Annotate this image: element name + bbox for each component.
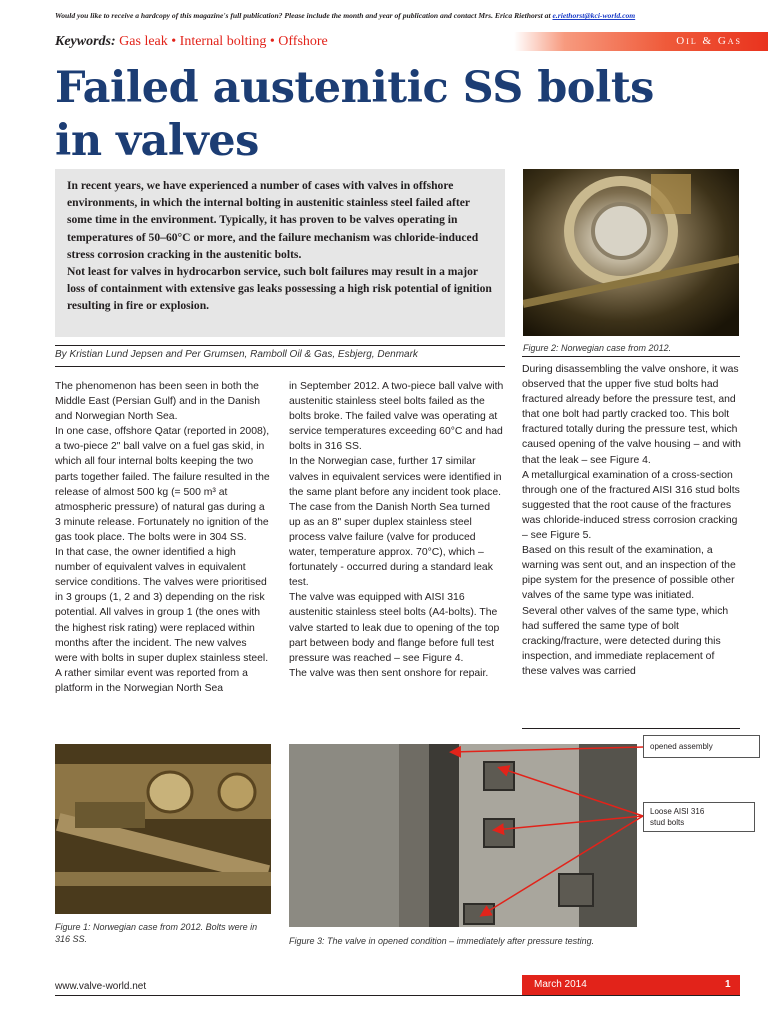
col2-paragraph: in September 2012. A two-piece ball valve with austenitic stainless steel bolts failed as the bolts broke. The failed valve was operating at service temperatures exceeding 60°C and had bolts in 316 SS. bbox=[289, 381, 504, 453]
title-line-1: Failed austenitic SS bolts bbox=[55, 63, 654, 113]
intro-paragraph-2: Not least for valves in hydrocarbon service, such bolt failures may result in a major loss of containment with extensive gas leaks possessing a high risk potential of ignition resulting in fire or explosion. bbox=[67, 265, 492, 313]
col3-paragraph: Several other valves of the same type, which had suffered the same type of bolt cracking/fracture, were detected during this inspection, and immediate replacement of these valves was carried bbox=[522, 605, 729, 677]
byline: By Kristian Lund Jepsen and Per Grumsen, Ramboll Oil & Gas, Esbjerg, Denmark bbox=[55, 349, 418, 360]
figure-3-caption: Figure 3: The valve in opened condition – immediately after pressure testing. bbox=[289, 936, 595, 946]
hardcopy-note-text: Would you like to receive a hardcopy of this magazine's full publication? Please include the month and year of publication and contact Mrs. Erica Riethorst at bbox=[55, 11, 553, 20]
column-3-end-rule bbox=[522, 728, 740, 729]
figure-1-photo bbox=[55, 744, 271, 914]
col2-paragraph: The case from the Danish North Sea turned up as an 8" super duplex stainless steel process valve failure (valve for produced water, temperature approx. 70°C), which – fortunately - occurred during a standard leak test. bbox=[289, 501, 493, 589]
byline-top-rule bbox=[55, 345, 505, 346]
figure-1-illustration bbox=[55, 744, 271, 914]
callout-loose-bolts bbox=[643, 802, 755, 832]
keywords-line bbox=[55, 34, 328, 50]
figure-1-caption: Figure 1: Norwegian case from 2012. Bolts were in 316 SS. bbox=[55, 922, 258, 944]
figure-2-caption: Figure 2: Norwegian case from 2012. bbox=[523, 343, 672, 353]
intro-box bbox=[55, 169, 505, 337]
section-banner bbox=[514, 32, 768, 51]
title-line-2: in valves bbox=[55, 116, 259, 166]
col2-paragraph: The valve was equipped with AISI 316 austenitic stainless steel bolts (A4-bolts). The valve started to leak due to opening of the top part between body and flange before full test pressure was reached – see Figure 4. bbox=[289, 592, 500, 664]
figure-3-illustration bbox=[289, 744, 637, 927]
col1-paragraph: In that case, the owner identified a high number of equivalent valves in equivalent service conditions. The valves were prioritised in 3 groups (1, 2 and 3) depending on the risk potential. All valves in group 1 (the ones with the highest risk rating) were replaced within months after the incident. The new valves were with bolts in super duplex stainless steel. bbox=[55, 547, 269, 664]
col1-paragraph: In one case, offshore Qatar (reported in 2008), a two-piece 2" ball valve on a fuel gas skid, in which all four internal bolts keeping the two parts together failed. The failure resulted in the release of almost 500 kg (= 500 m³ at atmospheric pressure) of natural gas during a 3 minute release. Fortunately no ignition of the gas took place. The bolts were in 304 SS. bbox=[55, 426, 270, 543]
footer-rule bbox=[55, 995, 740, 996]
page-number: 1 bbox=[725, 979, 731, 990]
section-label: Oil & Gas bbox=[676, 35, 742, 47]
keywords-colon: : bbox=[111, 34, 120, 49]
byline-bottom-rule bbox=[55, 366, 505, 367]
callout-opened-assembly: opened assembly bbox=[643, 735, 760, 758]
figure-3-photo bbox=[289, 744, 637, 927]
footer-date: March 2014 bbox=[534, 979, 587, 990]
footer-website[interactable]: www.valve-world.net bbox=[55, 981, 147, 992]
body-column-3 bbox=[522, 362, 742, 679]
col1-paragraph: The phenomenon has been seen in both the Middle East (Persian Gulf) and in the Danish and Norwegian North Sea. bbox=[55, 381, 261, 423]
intro-paragraph-1: In recent years, we have experienced a number of cases with valves in offshore environments, in which the internal bolting in austenitic stainless steel failed after some time in the environment. Typically, it has proven to be valves operating in temperatures of 50–60°C or more, and the failure mechanism was chloride-induced stress corrosion cracking in the austenitic bolts. bbox=[67, 179, 479, 261]
figure-2-rule bbox=[522, 356, 740, 357]
col3-paragraph: A metallurgical examination of a cross-section through one of the fractured AISI 316 stud bolts suggested that the root cause of the fractures was chloride-induced stress corrosion cracking – see Figure 5. bbox=[522, 469, 740, 542]
figure-2-photo bbox=[523, 169, 739, 336]
body-column-2 bbox=[289, 379, 504, 681]
callout-loose-line-2: stud bolts bbox=[650, 818, 685, 827]
col2-paragraph: In the Norwegian case, further 17 similar valves in equivalent services were identified in the same plant before any incident took place. bbox=[289, 456, 502, 498]
article-title bbox=[55, 62, 755, 168]
keywords-list: Gas leak • Internal bolting • Offshore bbox=[119, 34, 328, 49]
col3-paragraph: Based on this result of the examination, a warning was sent out, and an inspection of the pipe system for the presence of possible other valves of the same type was initiated. bbox=[522, 545, 736, 602]
figure-2-illustration bbox=[523, 169, 739, 336]
body-column-1 bbox=[55, 379, 270, 696]
hardcopy-note bbox=[55, 11, 745, 20]
contact-email-link[interactable]: e.riethorst@kci-world.com bbox=[552, 11, 636, 20]
keywords-label: Keywords bbox=[55, 34, 111, 49]
callout-loose-line-1: Loose AISI 316 bbox=[650, 807, 705, 816]
col1-paragraph: A rather similar event was reported from a platform in the Norwegian North Sea bbox=[55, 667, 248, 694]
col2-paragraph: The valve was then sent onshore for repair. bbox=[289, 667, 489, 679]
col3-paragraph: During disassembling the valve onshore, it was observed that the upper five stud bolts had fractured already before the pressure test, and that one bolt had partly cracked too. This bolt fractured totally during the pressure test, which caused opening of the valve housing – and with that the leak – see Figure 4. bbox=[522, 364, 741, 466]
